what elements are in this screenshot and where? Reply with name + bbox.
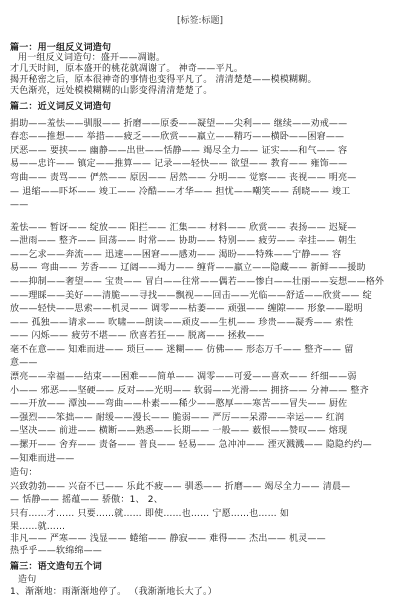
text-line: —— 孤独——请求—— 吹啸——朗读——顽皮——生机—— 珍贵——凝秀—— 索性 [10,318,354,328]
text-line: 果……就…… [10,522,66,532]
text-line: — 退缩——吓坏—— 竣工—— 冷酷——才华—— 担忧——嘲笑—— 刮晓—— 竣工 [10,187,351,197]
text-line: 才几天时间，原本盛开的桃花就凋谢了。 神奇——平凡。 [10,64,244,74]
text-line: 热乎乎——软绵绵—— [10,546,103,556]
text-line: 造句 [18,575,37,585]
section-heading: 篇二：近义词反义词造句 [10,102,112,112]
document-title: [标签:标题] [176,16,224,26]
text-line: 放——轻快——思索——机灵—— 调零——枯萎—— 顽强—— 缠隙—— 形象——聪明 [10,304,363,314]
text-line: —摞开—— 舍弃—— 责备—— 普良—— 轻易—— 急冲冲—— 湮灭溅溅—— 隐隐约约— [10,440,372,450]
text-line: —— 闪烁—— 疲劳不堪—— 欣喜若狂—— 脱离—— 拯救—— [10,331,265,341]
text-line: 毫不在意—— 知难而进—— 琐巨—— 迷糊—— 仿佛—— 形态万千—— 整齐—— 留 [10,345,354,355]
text-line: 只有……才…… 只要……就…… 即使……也…… 宁愿……也…… 如 [10,509,290,519]
text-line: 易—— 弯曲—— 芳香—— 辽阔——竭力—— 缠背——羸立——隐藏—— 新鲜——援助 [10,263,366,273]
text-line: 小—— 邪恶——坚硬—— 反对——光明—— 软弱——光滑—— 拥挤—— 分神—— 整齐 [10,386,369,396]
text-line: 1、渐渐地：雨渐渐地停了。 （我渐渐地长大了。） [10,587,217,597]
text-line: —知难而进—— [10,454,75,464]
text-line: 揭开秘密之后，原本很神奇的事情也变得平凡了。 清清楚楚——模模糊糊。 [10,75,317,85]
text-line: 漂亮——幸福——结束——困难——简单—— 凋零——可爱——喜欢—— 纤细——弱 [10,372,357,382]
text-line: ——开放—— 潭浊——弯曲——朴素——稀少——憨厚——寒苦——冒失—— 厨佐 [10,399,348,409]
text-line: 意—— [10,358,38,368]
text-line: ——理睬——美好——清脆——寻找——飘视——回击——光临——舒适——欣赏—— 绽 [10,291,372,301]
text-line: 捐助——羞怯——驯服—— 折磨——原委——凝望——尖利—— 继续——劝戒—— [10,119,348,129]
text-line: 弯曲—— 责骂—— 俨然—— 原因—— 居然—— 分明—— 觉察—— 丧视—— 明亮— [10,173,357,183]
text-line: 春恋——推想—— 举措——疲乏——欣赏——羸立——精巧——横卧——困窘—— [10,132,345,142]
text-line: ——抑制——奢望—— 宝贵—— 冒白——往常——偶若——惨白——壮丽——妄想——格外 [10,277,385,287]
text-line: —强烈——笨拙—— 耐缓——漫长—— 脆弱—— 严厉——呆滞——幸运—— 红润 [10,413,345,423]
text-line: 兴致勃勃—— 兴奋不已—— 乐此不疲—— 驯悉—— 折磨—— 竭尽全力—— 清晨— [10,482,351,492]
text-line: 非凡—— 严寒—— 浅显—— 蜷缩—— 静寂—— 难得—— 杰出—— 机灵—— [10,534,326,544]
text-line: 厌恶—— 要挟—— 幽静——出世——恬静—— 竭尽全力—— 证实——和气—— 容 [10,146,348,156]
text-line: —— [10,200,29,210]
text-line: —坚决—— 前进—— 横断——熟悉——长期—— 一般—— 薮恨——赞叹—— 熔现 [10,426,348,436]
section-heading: 篇三：语文造句五个词 [10,562,103,572]
text-line: —泄雨—— 整齐—— 回荡—— 时常—— 协助—— 特别—— 疲劳—— 幸挂—— 朝生 [10,236,357,246]
text-line: ——乞求——奔流—— 迅速——困窘——感劝—— 渴盼——特殊——宁静—— 容 [10,250,342,260]
text-line: 天色渐亮，远处模模糊糊的山影变得清清楚楚了。 [10,86,213,96]
text-line: 易——忠许—— 镇定——推算—— 记录——轻快—— 欲望—— 教育—— 雍饰—— [10,159,348,169]
text-line: 造句： [10,468,38,478]
text-line: 羞怯—— 暂讶—— 绽放—— 阳拦—— 汇集—— 材料—— 欣赏—— 表扬—— 迟疑— [10,223,357,233]
section-heading: 篇一：用一组反义词造句 [10,43,112,53]
text-line: 用一组反义词造句：盛开——凋谢。 [18,53,166,63]
text-line: — 恬静—— 摇蕴—— 骄傲：1、 2、 [10,495,163,505]
